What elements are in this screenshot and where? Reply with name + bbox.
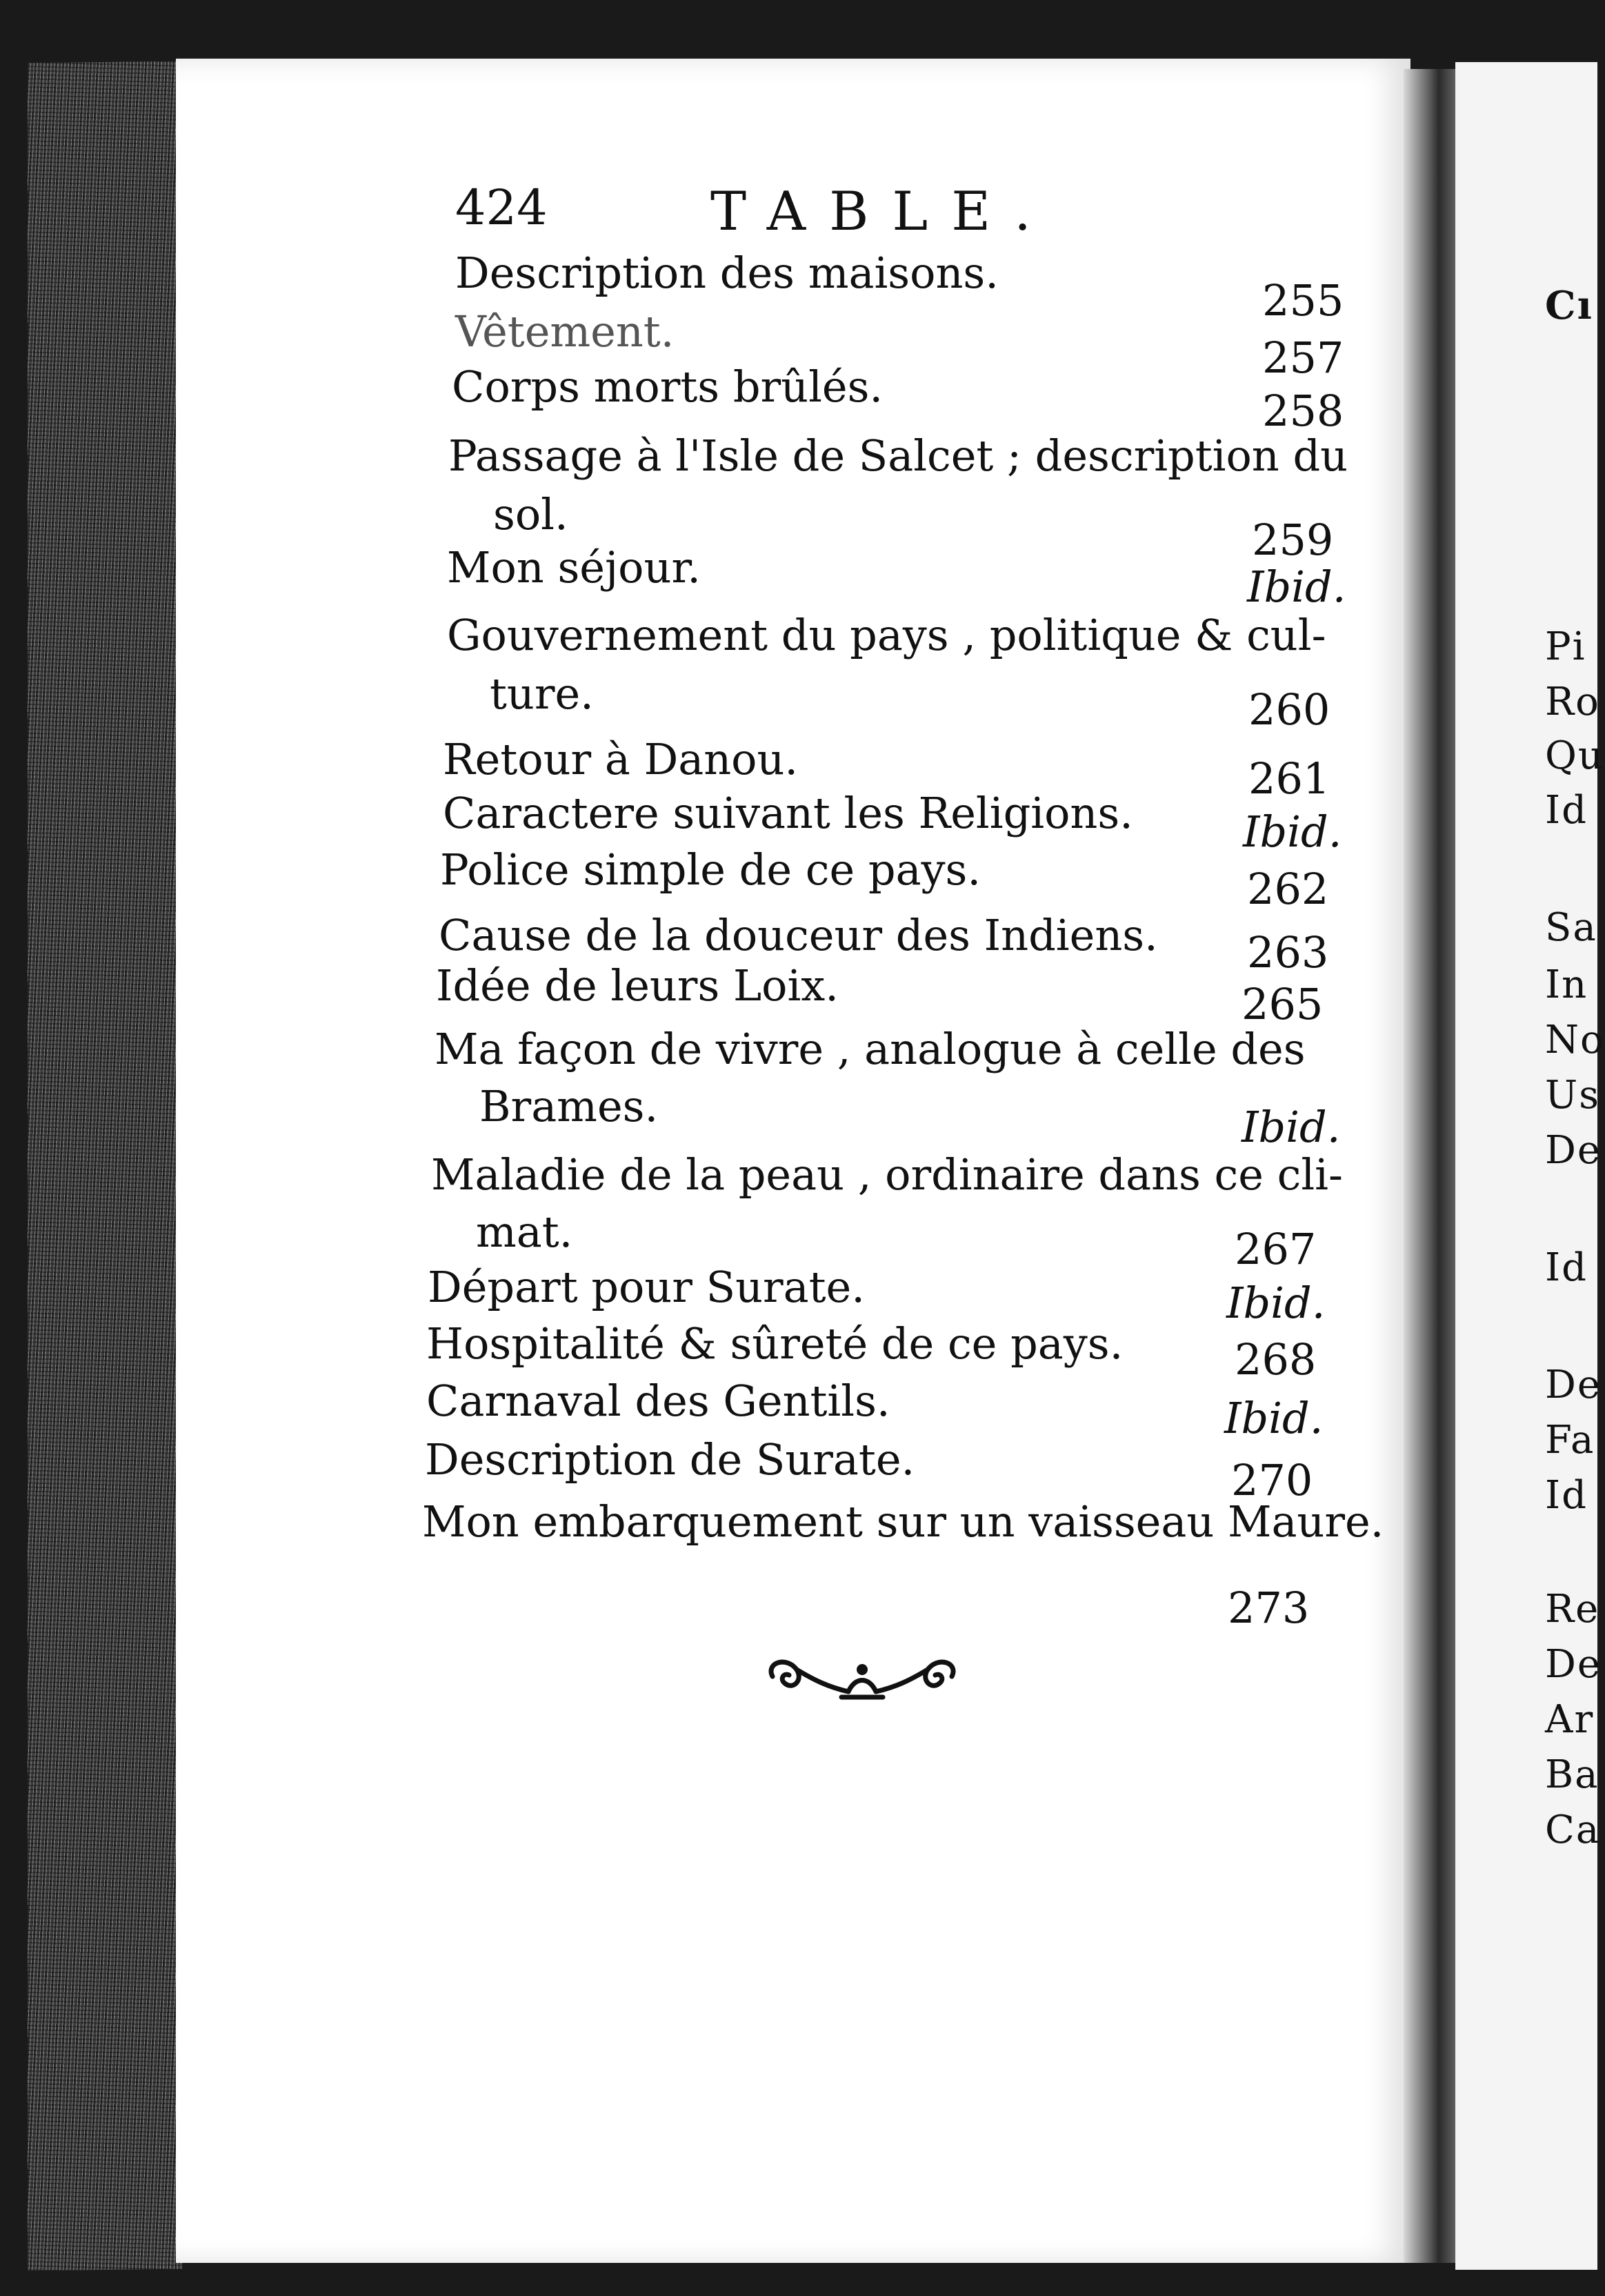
- entry-1-text: Description des maisons.: [455, 248, 999, 298]
- right-fragment: No: [1545, 1018, 1605, 1062]
- entry-14-text: Départ pour Surate.: [428, 1262, 865, 1312]
- right-fragment: Ca: [1545, 1808, 1601, 1852]
- entry-3-page: 258: [1262, 386, 1344, 436]
- entry-2-page: 257: [1262, 333, 1344, 383]
- page-title: TABLE.: [710, 181, 1055, 243]
- entry-6-text-cont: ture.: [490, 669, 594, 719]
- entry-11-page: 265: [1242, 979, 1324, 1029]
- entry-4-page: 259: [1252, 515, 1334, 565]
- entry-1-page: 255: [1262, 275, 1344, 326]
- entry-9-page: 262: [1247, 864, 1329, 914]
- book-gutter: [1404, 69, 1462, 2263]
- entry-6-page: 260: [1248, 684, 1330, 735]
- entry-4-text-cont: sol.: [493, 489, 568, 540]
- right-fragment: Sa: [1545, 905, 1597, 950]
- entry-4-text: Passage à l'Isle de Salcet ; description du: [448, 430, 1348, 481]
- right-fragment: Qu: [1545, 733, 1604, 778]
- right-fragment: Ro: [1545, 680, 1600, 724]
- entry-16-page: Ibid.: [1224, 1393, 1324, 1443]
- page-number: 424: [455, 179, 548, 236]
- entry-5-page: Ibid.: [1247, 562, 1346, 612]
- entry-17-text: Description de Surate.: [425, 1434, 915, 1485]
- right-fragment: De: [1545, 1642, 1602, 1687]
- entry-8-page: Ibid.: [1243, 806, 1342, 857]
- entry-12-text-cont: Brames.: [479, 1081, 659, 1131]
- entry-8-text: Caractere suivant les Religions.: [443, 788, 1133, 838]
- right-fragment: Ba: [1545, 1752, 1599, 1797]
- right-fragment: Id: [1545, 1245, 1588, 1290]
- right-fragment: Id: [1545, 788, 1588, 833]
- entry-3-text: Corps morts brûlés.: [452, 362, 884, 412]
- entry-16-text: Carnaval des Gentils.: [426, 1376, 890, 1426]
- right-fragment: Cı: [1545, 283, 1593, 328]
- entry-15-page: 268: [1235, 1334, 1317, 1385]
- page-edges: [28, 61, 183, 2270]
- entry-13-text-cont: mat.: [476, 1207, 573, 1257]
- entry-7-page: 261: [1248, 753, 1330, 804]
- entry-9-text: Police simple de ce pays.: [440, 844, 981, 895]
- entry-5-text: Mon séjour.: [447, 542, 701, 593]
- right-fragment: Ar: [1545, 1697, 1595, 1742]
- right-fragment: Id: [1545, 1473, 1588, 1518]
- entry-7-text: Retour à Danou.: [443, 734, 799, 784]
- entry-13-text: Maladie de la peau , ordinaire dans ce cli-: [431, 1149, 1343, 1200]
- entry-18-text: Mon embarquement sur un vaisseau Maure.: [422, 1496, 1384, 1547]
- right-fragment: Us: [1545, 1073, 1600, 1118]
- entry-10-page: 263: [1247, 927, 1329, 978]
- entry-10-text: Cause de la douceur des Indiens.: [439, 910, 1158, 960]
- right-fragment: De: [1545, 1128, 1602, 1173]
- entry-17-page: 270: [1231, 1455, 1313, 1505]
- entry-6-text: Gouvernement du pays , politique & cul-: [447, 610, 1326, 660]
- entry-12-text: Ma façon de vivre , analogue à celle des: [435, 1024, 1306, 1074]
- fleuron-ornament-icon: [759, 1649, 966, 1711]
- right-fragment: Fa: [1545, 1418, 1595, 1463]
- right-fragment: Pi: [1545, 624, 1586, 669]
- entry-12-page: Ibid.: [1242, 1102, 1341, 1152]
- entry-13-page: 267: [1235, 1224, 1317, 1274]
- entry-2-text: Vêtement.: [455, 306, 675, 357]
- right-fragment: In: [1545, 962, 1588, 1007]
- entry-14-page: Ibid.: [1226, 1278, 1326, 1328]
- entry-18-page: 273: [1228, 1583, 1310, 1633]
- right-fragment: Re: [1545, 1587, 1600, 1632]
- right-fragment: De: [1545, 1363, 1602, 1407]
- entry-15-text: Hospitalité & sûreté de ce pays.: [426, 1318, 1124, 1369]
- entry-11-text: Idée de leurs Loix.: [436, 960, 839, 1011]
